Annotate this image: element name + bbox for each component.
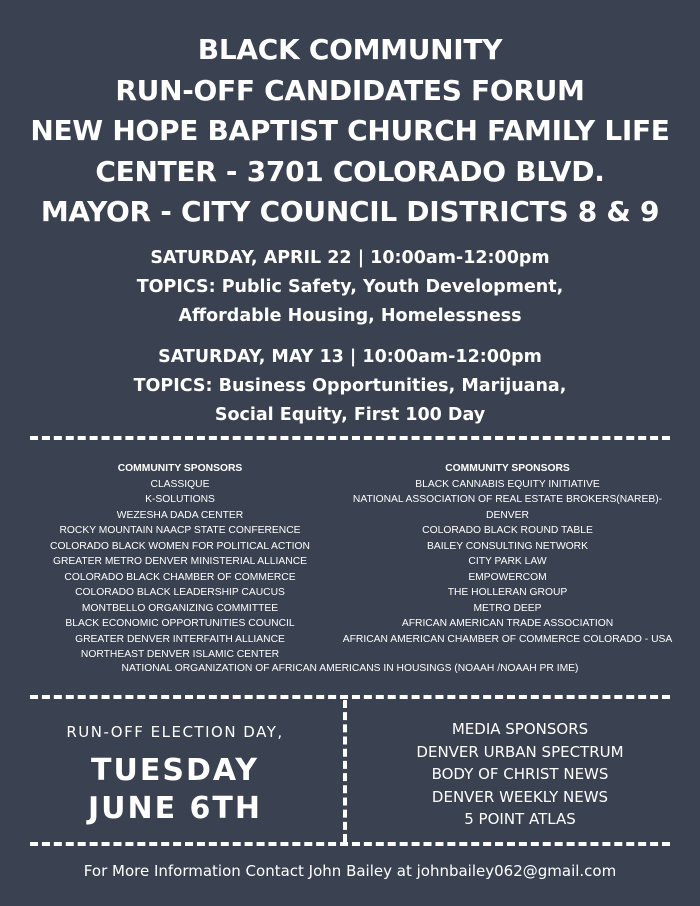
sponsor-item: AFRICAN AMERICAN TRADE ASSOCIATION [401,618,614,629]
media-sponsor-item: 5 POINT ATLAS [464,810,576,829]
sponsors-heading: COMMUNITY SPONSORS [445,463,570,474]
sponsor-item: AFRICAN AMERICAN CHAMBER OF COMMERCE COLORADO - USA [342,633,673,645]
headline-line: BLACK COMMUNITY [197,33,503,66]
session-april [0,244,700,331]
sponsor-item: COLORADO BLACK WOMEN FOR POLITICAL ACTION [50,540,310,552]
sponsors-heading: COMMUNITY SPONSORS [117,463,243,474]
vertical-dashed-divider [343,700,347,842]
election-date: JUNE 6TH [87,791,262,826]
sponsor-item: BAILEY CONSULTING NETWORK [427,540,588,552]
session-topics: Affordable Housing, Homelessness [178,306,522,326]
dashed-divider [30,695,670,699]
election-day: TUESDAY [91,753,259,788]
sponsor-item: NATIONAL ASSOCIATION OF REAL ESTATE BROKERS(NAREB)- [352,494,663,505]
sponsor-item: GREATER DENVER INTERFAITH ALLIANCE [75,633,285,645]
sponsor-item: CLASSIQUE [150,478,210,490]
media-sponsor-item: DENVER WEEKLY NEWS [431,787,609,806]
session-topics: Social Equity, First 100 Day [214,405,486,425]
sponsor-item: COLORADO BLACK LEADERSHIP CAUCUS [75,587,285,598]
session-topics: TOPICS: Public Safety, Youth Development, [136,277,564,297]
election-day-block [40,720,310,828]
sponsor-item: CITY PARK LAW [468,556,547,567]
headline-line: MAYOR - CITY COUNCIL DISTRICTS 8 & 9 [40,195,660,228]
sponsor-item: MONTBELLO ORGANIZING COMMITTEE [81,602,279,614]
sponsor-item: BLACK ECONOMIC OPPORTUNITIES COUNCIL [65,618,295,629]
sponsor-item: ROCKY MOUNTAIN NAACP STATE CONFERENCE [59,525,301,536]
election-label: RUN-OFF ELECTION DAY, [66,723,284,741]
headline-line: CENTER - 3701 COLORADO BLVD. [95,154,605,188]
sponsor-item: WEZESHA DADA CENTER [116,509,244,521]
session-date: SATURDAY, MAY 13 | 10:00am-12:00pm [158,347,542,367]
sponsor-item: NORTHEAST DENVER ISLAMIC CENTER [80,649,280,660]
sponsor-item: THE HOLLERAN GROUP [447,587,568,598]
dashed-divider [30,842,670,846]
media-sponsor-item: DENVER URBAN SPECTRUM [416,742,624,761]
sponsor-item: COLORADO BLACK ROUND TABLE [422,525,593,536]
media-sponsors [360,718,680,831]
sponsor-item: COLORADO BLACK CHAMBER OF COMMERCE [64,571,296,583]
dashed-divider [30,436,670,440]
sponsor-item: METRO DEEP [473,602,542,614]
sponsor-item: BLACK CANNABIS EQUITY INITIATIVE [415,478,600,490]
session-topics: TOPICS: Business Opportunities, Marijuana, [133,376,567,396]
media-sponsors-heading: MEDIA SPONSORS [451,720,589,738]
sponsor-item: K-SOLUTIONS [145,494,215,505]
session-may [0,343,700,430]
headline-line: RUN-OFF CANDIDATES FORUM [115,73,585,107]
community-sponsors-right [340,461,675,647]
headline [0,30,700,233]
sponsor-item: EMPOWERCOM [468,571,547,583]
community-sponsors-left [25,461,335,663]
session-date: SATURDAY, APRIL 22 | 10:00am-12:00pm [150,248,550,268]
sponsor-item: DENVER [486,509,529,521]
media-sponsor-item: BODY OF CHRIST NEWS [431,765,609,784]
sponsor-item: GREATER METRO DENVER MINISTERIAL ALLIANCE [52,556,308,567]
sponsor-item-wide: NATIONAL ORGANIZATION OF AFRICAN AMERICANS IN HOUSINGS (NOAAH /NOAAH PR IME) [121,663,579,674]
contact-footer: For More Information Contact John Bailey at johnbailey062@gmail.com [83,862,617,880]
headline-line: NEW HOPE BAPTIST CHURCH FAMILY LIFE [30,114,670,147]
